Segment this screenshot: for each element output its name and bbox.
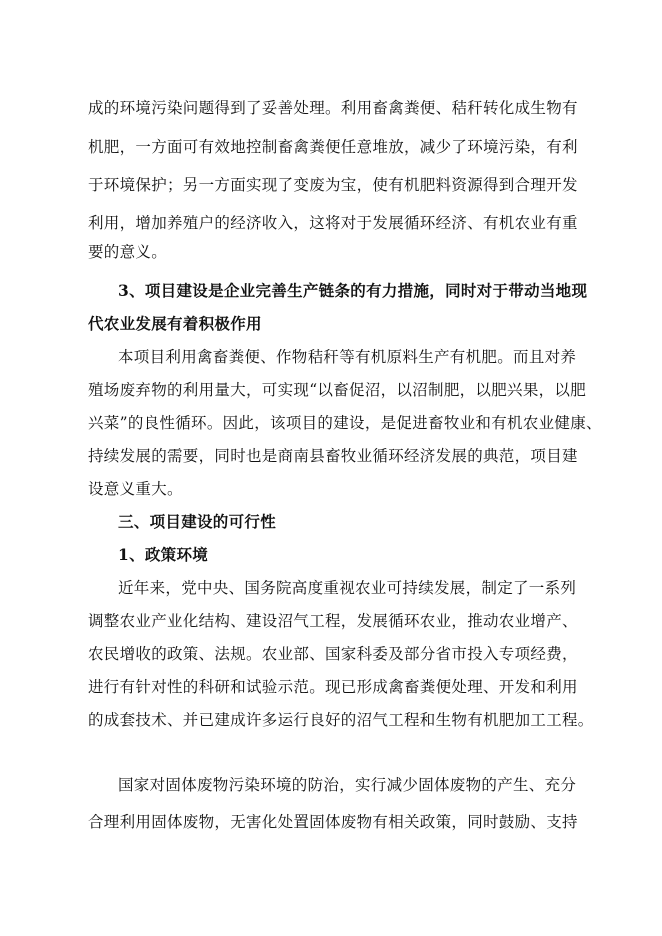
text-line: 调整农业产业化结构、建设沼气工程，发展循环农业，推动农业增产、: [88, 612, 578, 630]
text-line: 近年来，党中央、国务院高度重视农业可持续发展，制定了一系列: [118, 579, 577, 597]
text-line: 设意义重大。: [88, 480, 183, 498]
text-line: 国家对固体废物污染环境的防治，实行减少固体废物的产生、充分: [118, 776, 577, 794]
text-line: 机肥，一方面可有效地控制畜禽粪便任意堆放，减少了环境污染，有利: [88, 138, 578, 156]
text-line: 持续发展的需要，同时也是商南县畜牧业循环经济发展的典范，项目建: [88, 447, 578, 465]
heading-line: 1、政策环境: [118, 545, 209, 564]
heading-line: 三、项目建设的可行性: [118, 512, 277, 531]
heading-line: 代农业发展有着积极作用: [88, 314, 262, 333]
text-line: 利用，增加养殖户的经济收入，这将对于发展循环经济、有机农业有重: [88, 214, 578, 232]
text-line: 于环境保护；另一方面实现了变废为宝，使有机肥料资源得到合理开发: [88, 176, 578, 194]
text-line: 成的环境污染问题得到了妥善处理。利用畜禽粪便、秸秆转化成生物有: [88, 99, 578, 117]
text-line: 兴菜”的良性循环。因此，该项目的建设，是促进畜牧业和有机农业健康、: [88, 414, 602, 432]
text-line: 本项目利用禽畜粪便、作物秸秆等有机原料生产有机肥。而且对养: [118, 348, 577, 366]
text-line: 进行有针对性的科研和试验示范。现已形成禽畜粪便处理、开发和利用: [88, 678, 578, 696]
text-line: 的成套技术、并已建成许多运行良好的沼气工程和生物有机肥加工工程。: [88, 711, 594, 729]
text-line: 要的意义。: [88, 243, 168, 261]
heading-line: 3、项目建设是企业完善生产链条的有力措施，同时对于带动当地现: [118, 281, 588, 300]
text-line: 合理利用固体废物，无害化处置固体废物有相关政策，同时鼓励、支持: [88, 813, 578, 831]
text-line: 农民增收的政策、法规。农业部、国家科委及部分省市投入专项经费，: [88, 645, 578, 663]
text-line: 殖场废弃物的利用量大，可实现“以畜促沼，以沼制肥，以肥兴果，以肥: [88, 381, 587, 399]
